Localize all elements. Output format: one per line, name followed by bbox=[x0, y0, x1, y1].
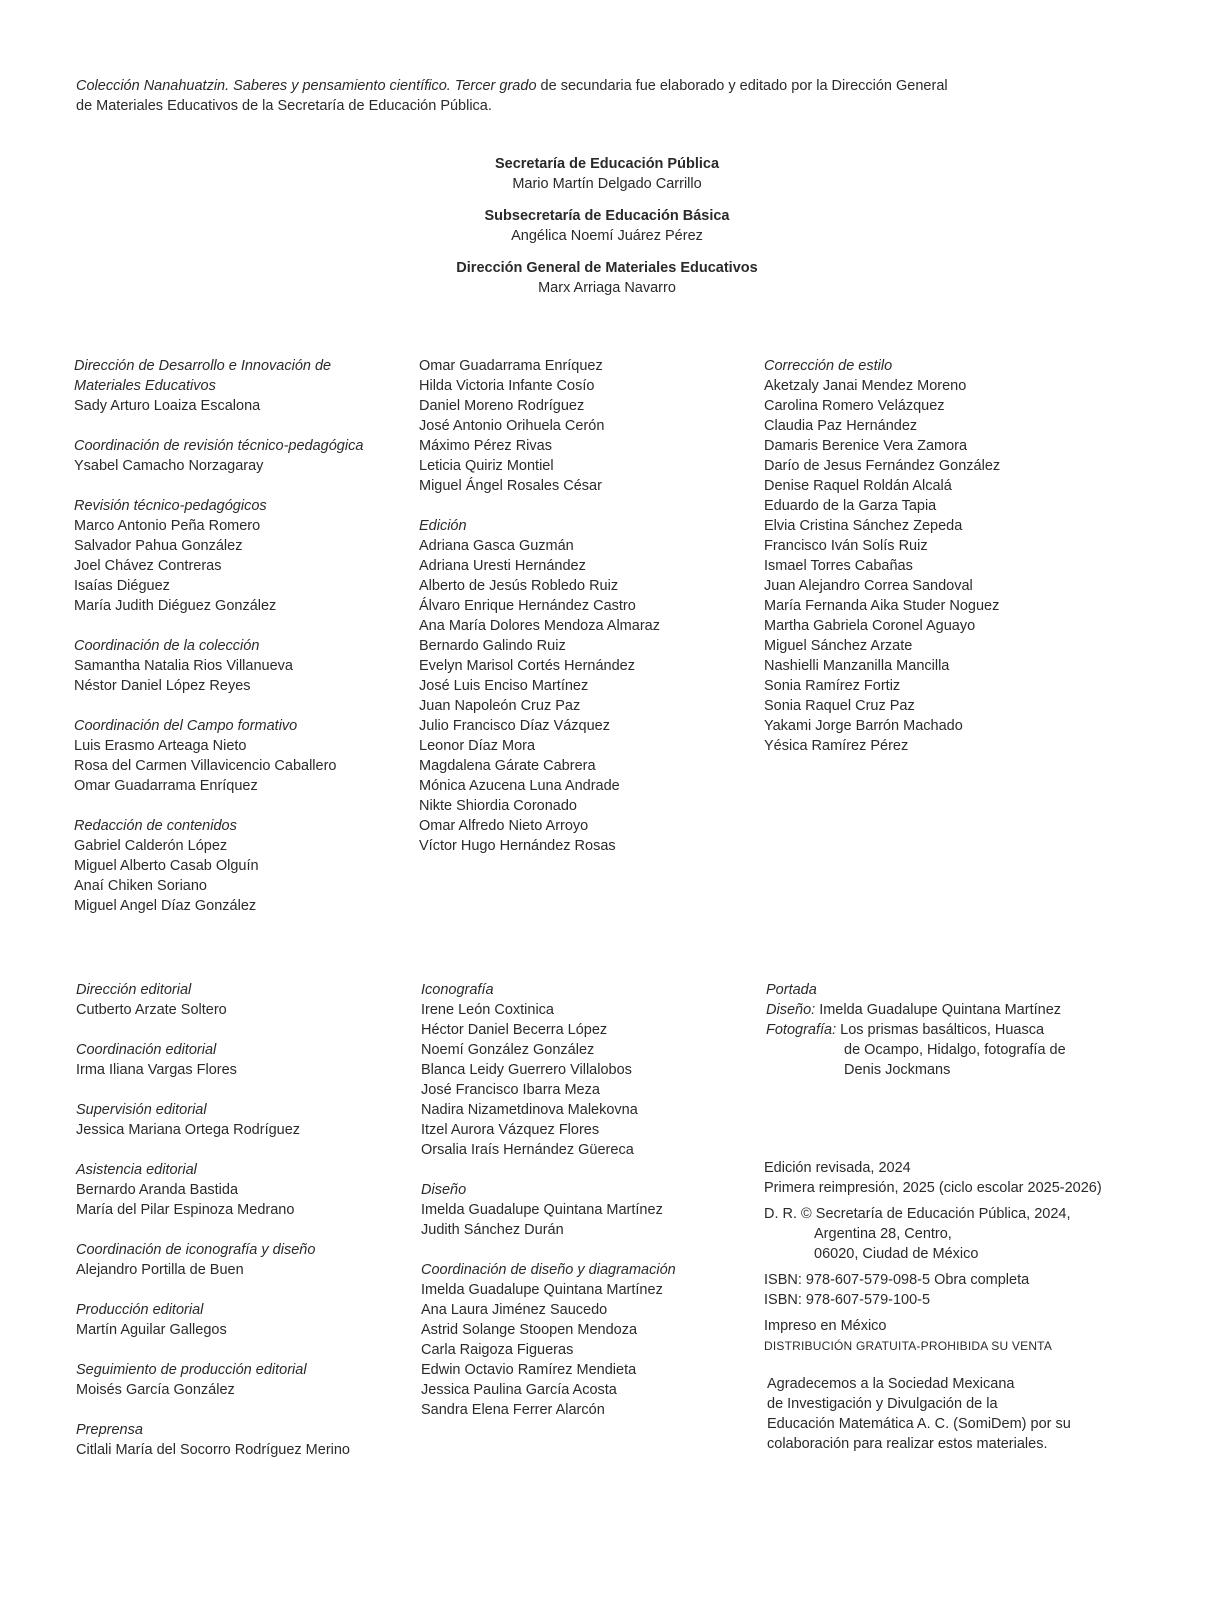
credit-role: Supervisión editorial bbox=[76, 1102, 207, 1118]
cover-photo-value: Los prismas basálticos, Huasca bbox=[836, 1022, 1045, 1038]
credit-name: Miguel Alberto Casab Olguín bbox=[74, 858, 259, 874]
copyright-line-2: Argentina 28, Centro, bbox=[814, 1226, 952, 1242]
cover-photo-line-2: de Ocampo, Hidalgo, fotografía de bbox=[844, 1042, 1066, 1058]
intro-line-2: de Materiales Educativos de la Secretaría de Educación Pública. bbox=[76, 98, 492, 114]
credits-column-3 bbox=[764, 356, 1104, 776]
credit-section bbox=[74, 436, 414, 476]
authority-title: Dirección General de Materiales Educativos bbox=[456, 260, 758, 276]
credit-section bbox=[421, 1260, 761, 1420]
edition-line: Edición revisada, 2024 bbox=[764, 1160, 911, 1176]
credit-role: Coordinación de revisión técnico-pedagógica bbox=[74, 438, 364, 454]
credit-role: Materiales Educativos bbox=[74, 378, 216, 394]
credit-role: Corrección de estilo bbox=[764, 358, 893, 374]
credit-name: José Francisco Ibarra Meza bbox=[421, 1082, 600, 1098]
credit-name: Anaí Chiken Soriano bbox=[74, 878, 207, 894]
credit-name: Elvia Cristina Sánchez Zepeda bbox=[764, 518, 963, 534]
credits-column-2 bbox=[419, 356, 759, 876]
credit-name: Alberto de Jesús Robledo Ruiz bbox=[419, 578, 619, 594]
credit-name: Luis Erasmo Arteaga Nieto bbox=[74, 738, 247, 754]
credit-name: Miguel Sánchez Arzate bbox=[764, 638, 913, 654]
cover-photo bbox=[766, 1020, 1106, 1040]
credit-name: Cutberto Arzate Soltero bbox=[76, 1002, 227, 1018]
credit-role: Coordinación de diseño y diagramación bbox=[421, 1262, 676, 1278]
credit-section bbox=[74, 816, 414, 916]
credit-name: Magdalena Gárate Cabrera bbox=[419, 758, 596, 774]
credit-name: Julio Francisco Díaz Vázquez bbox=[419, 718, 610, 734]
credit-name: José Antonio Orihuela Cerón bbox=[419, 418, 605, 434]
credit-name: Ismael Torres Cabañas bbox=[764, 558, 913, 574]
credit-name: María Judith Diéguez González bbox=[74, 598, 277, 614]
credit-name: Isaías Diéguez bbox=[74, 578, 170, 594]
cover-photo-line-3: Denis Jockmans bbox=[844, 1062, 951, 1078]
credit-role: Dirección editorial bbox=[76, 982, 192, 998]
credit-name: Samantha Natalia Rios Villanueva bbox=[74, 658, 293, 674]
credit-name: Nikte Shiordia Coronado bbox=[419, 798, 577, 814]
cover-title: Portada bbox=[766, 982, 817, 998]
credit-name: Astrid Solange Stoopen Mendoza bbox=[421, 1322, 638, 1338]
intro-text-1: de secundaria fue elaborado y editado por la Dirección General bbox=[536, 78, 948, 94]
authorities bbox=[0, 154, 1214, 310]
credit-name: Imelda Guadalupe Quintana Martínez bbox=[421, 1282, 663, 1298]
credit-name: Nadira Nizametdinova Malekovna bbox=[421, 1102, 638, 1118]
collection-title: Colección Nanahuatzin. Saberes y pensamiento científico. Tercer grado bbox=[76, 78, 537, 94]
credit-name: María del Pilar Espinoza Medrano bbox=[76, 1202, 295, 1218]
credit-name: Juan Napoleón Cruz Paz bbox=[419, 698, 581, 714]
credit-name: Orsalia Iraís Hernández Güereca bbox=[421, 1142, 634, 1158]
acknowledgement-line: Agradecemos a la Sociedad Mexicana bbox=[767, 1376, 1015, 1392]
isbn-volume: ISBN: 978-607-579-100-5 bbox=[764, 1292, 931, 1308]
credit-name: Omar Guadarrama Enríquez bbox=[74, 778, 258, 794]
credit-section bbox=[76, 1360, 416, 1400]
editorial-column-1 bbox=[76, 980, 416, 1480]
acknowledgement bbox=[767, 1374, 1107, 1454]
credit-name: Irma Iliana Vargas Flores bbox=[76, 1062, 237, 1078]
credit-name: Imelda Guadalupe Quintana Martínez bbox=[421, 1202, 663, 1218]
cover-credits bbox=[766, 980, 1106, 1080]
credit-name: Sandra Elena Ferrer Alarcón bbox=[421, 1402, 605, 1418]
credit-section bbox=[764, 356, 1104, 756]
credit-section bbox=[74, 716, 414, 796]
credit-name: Irene León Coxtinica bbox=[421, 1002, 554, 1018]
credit-name: Leticia Quiriz Montiel bbox=[419, 458, 554, 474]
credit-role: Revisión técnico-pedagógicos bbox=[74, 498, 267, 514]
authority-seb bbox=[0, 206, 1214, 246]
acknowledgement-line: Educación Matemática A. C. (SomiDem) por su bbox=[767, 1416, 1071, 1432]
credit-name: Citlali María del Socorro Rodríguez Merino bbox=[76, 1442, 350, 1458]
credit-name: Néstor Daniel López Reyes bbox=[74, 678, 251, 694]
credit-name: Sonia Raquel Cruz Paz bbox=[764, 698, 915, 714]
credit-name: Edwin Octavio Ramírez Mendieta bbox=[421, 1362, 637, 1378]
cover-design bbox=[766, 1000, 1106, 1020]
credit-name: Rosa del Carmen Villavicencio Caballero bbox=[74, 758, 337, 774]
credit-section bbox=[76, 1240, 416, 1280]
credit-name: Itzel Aurora Vázquez Flores bbox=[421, 1122, 600, 1138]
credit-name: Daniel Moreno Rodríguez bbox=[419, 398, 585, 414]
authority-name: Marx Arriaga Navarro bbox=[538, 280, 676, 296]
credit-name: Carolina Romero Velázquez bbox=[764, 398, 945, 414]
credit-section bbox=[76, 1420, 416, 1460]
credit-name: Marco Antonio Peña Romero bbox=[74, 518, 261, 534]
credit-name: Damaris Berenice Vera Zamora bbox=[764, 438, 968, 454]
authority-name: Mario Martín Delgado Carrillo bbox=[512, 176, 702, 192]
authority-name: Angélica Noemí Juárez Pérez bbox=[511, 228, 703, 244]
credit-role: Coordinación editorial bbox=[76, 1042, 217, 1058]
credit-name: Martha Gabriela Coronel Aguayo bbox=[764, 618, 976, 634]
editorial-column-2 bbox=[421, 980, 761, 1440]
credit-name: Yésica Ramírez Pérez bbox=[764, 738, 909, 754]
credit-name: José Luis Enciso Martínez bbox=[419, 678, 589, 694]
credit-name: Miguel Ángel Rosales César bbox=[419, 478, 602, 494]
credit-name: Denise Raquel Roldán Alcalá bbox=[764, 478, 952, 494]
credit-name: Jessica Paulina García Acosta bbox=[421, 1382, 617, 1398]
credit-name: Yakami Jorge Barrón Machado bbox=[764, 718, 963, 734]
copyright-line-3: 06020, Ciudad de México bbox=[814, 1246, 979, 1262]
credit-name: Martín Aguilar Gallegos bbox=[76, 1322, 227, 1338]
credit-role: Seguimiento de producción editorial bbox=[76, 1362, 307, 1378]
credit-section bbox=[74, 636, 414, 696]
credit-name: Eduardo de la Garza Tapia bbox=[764, 498, 937, 514]
credit-name: Hilda Victoria Infante Cosío bbox=[419, 378, 595, 394]
credit-name: Omar Guadarrama Enríquez bbox=[419, 358, 603, 374]
authority-title: Secretaría de Educación Pública bbox=[494, 156, 720, 172]
isbn-complete: ISBN: 978-607-579-098-5 Obra completa bbox=[764, 1272, 1030, 1288]
credit-section bbox=[76, 1160, 416, 1220]
credit-name: Miguel Angel Díaz González bbox=[74, 898, 257, 914]
credit-name: Omar Alfredo Nieto Arroyo bbox=[419, 818, 589, 834]
credit-name: Judith Sánchez Durán bbox=[421, 1222, 564, 1238]
credit-name: María Fernanda Aika Studer Noguez bbox=[764, 598, 1000, 614]
credit-section bbox=[76, 1300, 416, 1340]
credit-name: Carla Raigoza Figueras bbox=[421, 1342, 574, 1358]
intro-line-1 bbox=[76, 76, 996, 96]
credit-name: Gabriel Calderón López bbox=[74, 838, 228, 854]
credit-name: Alejandro Portilla de Buen bbox=[76, 1262, 244, 1278]
credit-role: Redacción de contenidos bbox=[74, 818, 237, 834]
credit-role: Dirección de Desarrollo e Innovación de bbox=[74, 358, 332, 374]
cover-design-value: Imelda Guadalupe Quintana Martínez bbox=[815, 1002, 1062, 1018]
credit-role: Coordinación de la colección bbox=[74, 638, 260, 654]
cover-design-label: Diseño: bbox=[766, 1002, 816, 1018]
credit-section bbox=[76, 1040, 416, 1080]
credit-name: Mónica Azucena Luna Andrade bbox=[419, 778, 620, 794]
credit-name: Ysabel Camacho Norzagaray bbox=[74, 458, 264, 474]
credit-name: Joel Chávez Contreras bbox=[74, 558, 222, 574]
copyright-line-1: D. R. © Secretaría de Educación Pública, 2024, bbox=[764, 1206, 1071, 1222]
credit-name: Noemí González González bbox=[421, 1042, 595, 1058]
credit-section bbox=[74, 496, 414, 616]
credit-name: Bernardo Galindo Ruiz bbox=[419, 638, 566, 654]
cover-photo-label: Fotografía: bbox=[766, 1022, 837, 1038]
authority-dgme bbox=[0, 258, 1214, 298]
printed-in: Impreso en México bbox=[764, 1318, 887, 1334]
credit-role: Diseño bbox=[421, 1182, 467, 1198]
credit-name: Sonia Ramírez Fortiz bbox=[764, 678, 901, 694]
credit-name: Darío de Jesus Fernández González bbox=[764, 458, 1001, 474]
credit-name: Bernardo Aranda Bastida bbox=[76, 1182, 239, 1198]
publication-info bbox=[764, 1158, 1144, 1356]
credit-role: Edición bbox=[419, 518, 467, 534]
credit-name: Adriana Gasca Guzmán bbox=[419, 538, 574, 554]
credit-role: Iconografía bbox=[421, 982, 494, 998]
credit-section bbox=[421, 1180, 761, 1240]
credit-role: Coordinación del Campo formativo bbox=[74, 718, 298, 734]
credit-section bbox=[421, 980, 761, 1160]
credit-name: Adriana Uresti Hernández bbox=[419, 558, 586, 574]
acknowledgement-line: de Investigación y Divulgación de la bbox=[767, 1396, 998, 1412]
credit-name: Juan Alejandro Correa Sandoval bbox=[764, 578, 973, 594]
credits-column-1 bbox=[74, 356, 414, 936]
credit-role: Coordinación de iconografía y diseño bbox=[76, 1242, 316, 1258]
credit-name: Salvador Pahua González bbox=[74, 538, 243, 554]
distribution-notice: DISTRIBUCIÓN GRATUITA-PROHIBIDA SU VENTA bbox=[764, 1339, 1053, 1353]
credit-name: Francisco Iván Solís Ruiz bbox=[764, 538, 928, 554]
credit-name: Ana Laura Jiménez Saucedo bbox=[421, 1302, 608, 1318]
intro-paragraph bbox=[76, 76, 996, 116]
credit-name: Héctor Daniel Becerra López bbox=[421, 1022, 608, 1038]
credit-section bbox=[74, 356, 414, 416]
authority-sep bbox=[0, 154, 1214, 194]
credit-name: Sady Arturo Loaiza Escalona bbox=[74, 398, 261, 414]
credit-name: Evelyn Marisol Cortés Hernández bbox=[419, 658, 635, 674]
credit-name: Nashielli Manzanilla Mancilla bbox=[764, 658, 950, 674]
credit-name: Jessica Mariana Ortega Rodríguez bbox=[76, 1122, 301, 1138]
reprint-line: Primera reimpresión, 2025 (ciclo escolar 2025-2026) bbox=[764, 1180, 1102, 1196]
credit-name: Álvaro Enrique Hernández Castro bbox=[419, 598, 636, 614]
credit-name: Ana María Dolores Mendoza Almaraz bbox=[419, 618, 660, 634]
credit-name: Moisés García González bbox=[76, 1382, 235, 1398]
credit-name: Máximo Pérez Rivas bbox=[419, 438, 552, 454]
acknowledgement-line: colaboración para realizar estos materiales. bbox=[767, 1436, 1048, 1452]
credit-role: Producción editorial bbox=[76, 1302, 204, 1318]
credit-role: Preprensa bbox=[76, 1422, 143, 1438]
credit-role: Asistencia editorial bbox=[76, 1162, 197, 1178]
credit-section bbox=[76, 980, 416, 1020]
credit-section bbox=[419, 356, 759, 496]
credit-name: Leonor Díaz Mora bbox=[419, 738, 536, 754]
credit-name: Blanca Leidy Guerrero Villalobos bbox=[421, 1062, 632, 1078]
credit-name: Claudia Paz Hernández bbox=[764, 418, 918, 434]
credit-section bbox=[419, 516, 759, 856]
authority-title: Subsecretaría de Educación Básica bbox=[484, 208, 730, 224]
credit-name: Aketzaly Janai Mendez Moreno bbox=[764, 378, 967, 394]
credit-section bbox=[76, 1100, 416, 1140]
credit-name: Víctor Hugo Hernández Rosas bbox=[419, 838, 616, 854]
